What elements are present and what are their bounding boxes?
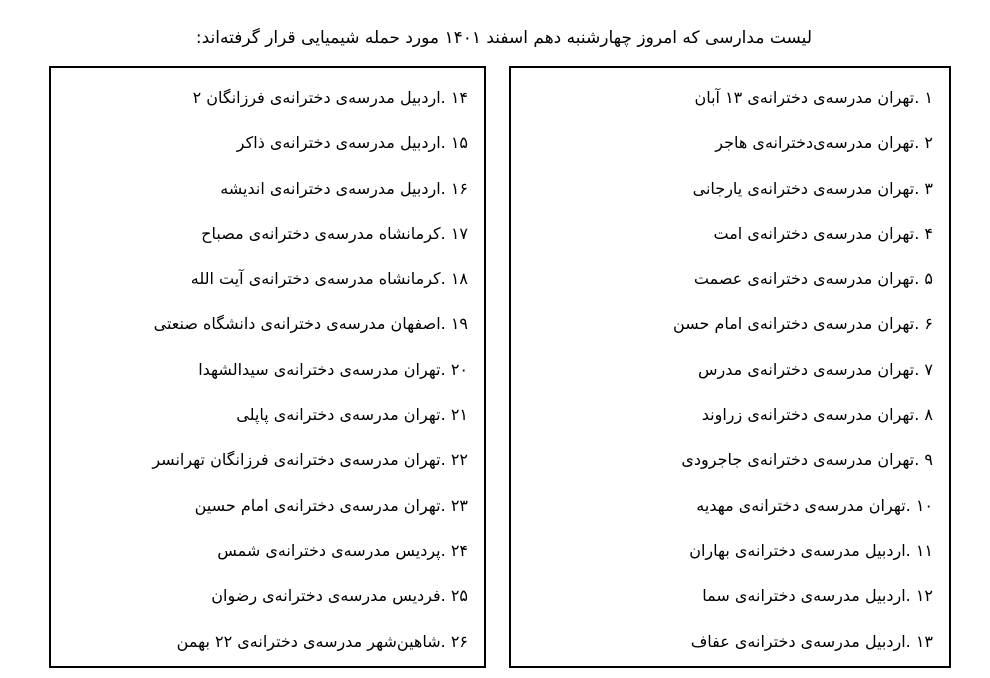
list-item: ۲۲ .تهران مدرسه‌ی دخترانه‌ی فرزانگان تهرانسر	[152, 450, 468, 470]
list-item: ۱۱ .اردبیل مدرسه‌ی دخترانه‌ی بهاران	[689, 540, 933, 560]
list-item: ۵ .تهران مدرسه‌ی دخترانه‌ی عصمت	[693, 269, 933, 289]
list-item: ۲۴ .پردیس مدرسه‌ی دخترانه‌ی شمس	[217, 540, 468, 560]
school-list-right	[519, 84, 933, 673]
list-item: ۱۴ .اردبیل مدرسه‌ی دخترانه‌ی فرزانگان ۲	[192, 88, 468, 107]
list-item: ۱۵ .اردبیل مدرسه‌ی دخترانه‌ی ذاکر	[236, 133, 468, 153]
list-item: ۱۰ .تهران مدرسه‌ی دخترانه‌ی مهدیه	[696, 495, 933, 515]
list-item: ۷ .تهران مدرسه‌ی دخترانه‌ی مدرس	[698, 359, 933, 379]
list-item: ۱۶ .اردبیل مدرسه‌ی دخترانه‌ی اندیشه	[220, 178, 468, 198]
page-title: لیست مدارسی که امروز چهارشنبه دهم اسفند ۱۴۰۱ مورد حمله شیمیایی قرار گرفته‌اند:	[195, 28, 812, 48]
list-item: ۴ .تهران مدرسه‌ی دخترانه‌ی امت	[713, 223, 933, 243]
school-list-box-right	[509, 66, 951, 668]
school-list-box-left	[49, 66, 486, 668]
list-item: ۸ .تهران مدرسه‌ی دخترانه‌ی زراوند	[701, 405, 933, 425]
list-item: ۱ .تهران مدرسه‌ی دخترانه‌ی ۱۳ آبان	[694, 88, 933, 107]
list-item: ۲۳ .تهران مدرسه‌ی دخترانه‌ی امام حسین	[194, 495, 468, 515]
list-item: ۶ .تهران مدرسه‌ی دخترانه‌ی امام حسن	[673, 314, 933, 334]
list-item: ۲۱ .تهران مدرسه‌ی دخترانه‌ی پاپلی	[236, 405, 468, 425]
list-item: ۱۳ .اردبیل مدرسه‌ی دخترانه‌ی عفاف	[690, 631, 933, 651]
list-item: ۱۸ .کرمانشاه مدرسه‌ی دخترانه‌ی آیت الله	[190, 269, 468, 289]
list-item: ۲۰ .تهران مدرسه‌ی دخترانه‌ی سیدالشهدا	[198, 359, 468, 379]
list-item: ۱۹ .اصفهان مدرسه‌ی دخترانه‌ی دانشگاه صنعتی	[153, 314, 468, 334]
list-item: ۲ .تهران مدرسه‌ی‌دخترانه‌ی هاجر	[715, 133, 933, 153]
list-item: ۹ .تهران مدرسه‌ی دخترانه‌ی جاجرودی	[681, 450, 933, 470]
list-item: ۲۵ .فردیس مدرسه‌ی دخترانه‌ی رضوان	[211, 586, 468, 606]
list-item: ۳ .تهران مدرسه‌ی دخترانه‌ی یارجانی	[692, 178, 933, 198]
list-item: ۱۷ .کرمانشاه مدرسه‌ی دخترانه‌ی مصباح	[201, 223, 468, 243]
school-list-left	[59, 84, 468, 673]
list-item: ۱۲ .اردبیل مدرسه‌ی دخترانه‌ی سما	[702, 586, 933, 606]
list-item: ۲۶ .شاهین‌شهر مدرسه‌ی دخترانه‌ی ۲۲ بهمن	[176, 631, 468, 651]
